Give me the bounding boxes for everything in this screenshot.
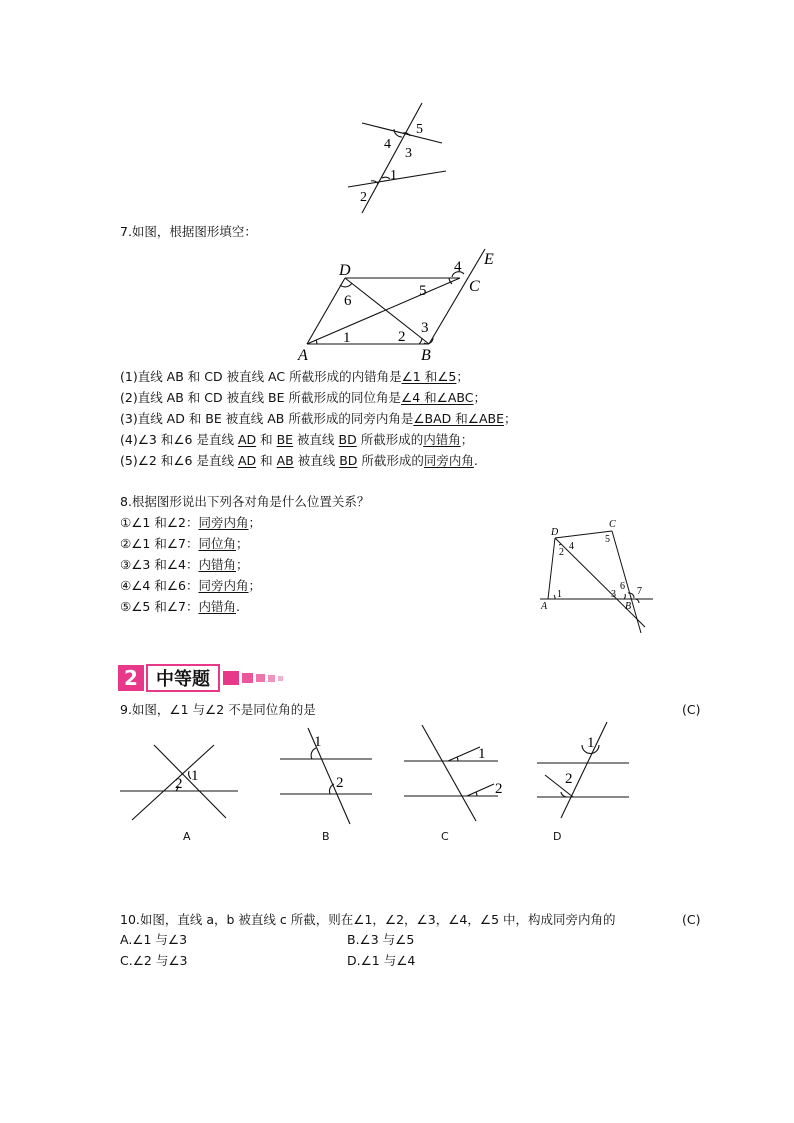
point-a-label: A bbox=[298, 347, 308, 363]
point-d-label: D bbox=[551, 527, 559, 538]
angle-4-label: 4 bbox=[569, 541, 574, 552]
bottom-line bbox=[348, 171, 446, 187]
q10-option-a: A.∠1 与∠3 bbox=[120, 932, 188, 947]
q10-text: 10.如图，直线 a，b 被直线 c 所截，则在∠1，∠2，∠3，∠4，∠5 中，构成同旁内角的 bbox=[120, 912, 616, 927]
q9-option-b-figure bbox=[278, 726, 378, 826]
angle-2-label: 2 bbox=[565, 771, 573, 787]
angle-7-label: 7 bbox=[637, 586, 642, 597]
q9-option-a-figure bbox=[118, 740, 243, 825]
angle-1-label: 1 bbox=[390, 168, 397, 183]
q7-answer-1: ∠1 和∠5 bbox=[401, 369, 457, 384]
angle-4-label: 4 bbox=[384, 137, 391, 152]
q9-option-c-label: C bbox=[441, 830, 449, 843]
q8-item-5: ⑤∠5 和∠7：内错角. bbox=[120, 599, 240, 614]
q8-quadrilateral-figure bbox=[535, 515, 660, 640]
angle-1-label: 1 bbox=[587, 735, 595, 751]
decor-square-5 bbox=[278, 676, 283, 681]
q7-item-4: (4)∠3 和∠6 是直线 AD 和 BE 被直线 BD 所截形成的内错角； bbox=[120, 432, 474, 447]
angle-1-label: 1 bbox=[314, 734, 322, 750]
angle-3-label: 3 bbox=[405, 146, 412, 161]
point-d-label: D bbox=[339, 262, 351, 279]
q9-option-b-label: B bbox=[322, 830, 330, 843]
angle-2-label: 2 bbox=[336, 775, 344, 791]
q9-option-d-label: D bbox=[553, 830, 562, 843]
q7-item-1: (1)直线 AB 和 CD 被直线 AC 所截形成的内错角是∠1 和∠5； bbox=[120, 369, 469, 384]
q7-item-2: (2)直线 AB 和 CD 被直线 BE 所截形成的同位角是∠4 和∠ABC； bbox=[120, 390, 487, 405]
section-title: 中等题 bbox=[146, 664, 220, 692]
angle-4-label: 4 bbox=[454, 259, 462, 275]
angle-5-label: 5 bbox=[416, 122, 423, 137]
decor-square-1 bbox=[223, 671, 239, 685]
q10-answer: (C) bbox=[682, 912, 701, 927]
angle-5-label: 5 bbox=[419, 283, 427, 299]
section-number: 2 bbox=[118, 665, 144, 691]
q9-option-d-figure bbox=[535, 720, 635, 820]
transversal-figure-top bbox=[340, 95, 460, 220]
angle-1-label: 1 bbox=[478, 746, 486, 762]
section-header bbox=[118, 664, 283, 692]
angle-2-label: 2 bbox=[398, 329, 406, 345]
angle-6-label: 6 bbox=[620, 581, 625, 592]
q10-option-b: B.∠3 与∠5 bbox=[347, 932, 415, 947]
q9-text: 9.如图，∠1 与∠2 不是同位角的是 bbox=[120, 702, 316, 717]
angle-3-label: 3 bbox=[421, 320, 429, 336]
angle-1-label: 1 bbox=[557, 589, 562, 600]
q7-answer-3: ∠BAD 和∠ABE bbox=[413, 411, 504, 426]
q10-option-d: D.∠1 与∠4 bbox=[347, 953, 416, 968]
q8-item-1: ①∠1 和∠2：同旁内角； bbox=[120, 515, 262, 530]
point-b-label: B bbox=[625, 601, 632, 612]
point-e-label: E bbox=[484, 251, 494, 268]
angle-2-label: 2 bbox=[360, 190, 367, 205]
q9-option-a-label: A bbox=[183, 830, 191, 843]
transversal-line bbox=[362, 103, 422, 213]
q10-option-c: C.∠2 与∠3 bbox=[120, 953, 188, 968]
q8-item-2: ②∠1 和∠7：同位角； bbox=[120, 536, 249, 551]
decor-square-3 bbox=[256, 674, 265, 682]
q9-option-c-figure bbox=[402, 723, 512, 823]
angle-3-label: 3 bbox=[611, 589, 616, 600]
angle-2-label: 2 bbox=[175, 776, 183, 792]
q8-title: 8.根据图形说出下列各对角是什么位置关系？ bbox=[120, 494, 370, 509]
decor-square-4 bbox=[268, 675, 275, 682]
point-a-label: A bbox=[541, 601, 548, 612]
q7-title: 7.如图，根据图形填空： bbox=[120, 224, 257, 239]
q7-answer-2: ∠4 和∠ABC bbox=[401, 390, 474, 405]
angle-2-label: 2 bbox=[559, 547, 564, 558]
decor-square-2 bbox=[242, 673, 253, 683]
point-b-label: B bbox=[421, 347, 431, 363]
q7-quadrilateral-figure bbox=[295, 243, 505, 363]
q7-item-5: (5)∠2 和∠6 是直线 AD 和 AB 被直线 BD 所截形成的同旁内角. bbox=[120, 453, 478, 468]
angle-1-label: 1 bbox=[343, 330, 351, 346]
angle-2-label: 2 bbox=[495, 781, 503, 797]
angle-5-label: 5 bbox=[605, 534, 610, 545]
q7-item-3: (3)直线 AD 和 BE 被直线 AB 所截形成的同旁内角是∠BAD 和∠ABE； bbox=[120, 411, 517, 426]
q8-item-4: ④∠4 和∠6：同旁内角； bbox=[120, 578, 262, 593]
q9-answer: (C) bbox=[682, 702, 701, 717]
angle-1-label: 1 bbox=[191, 768, 199, 784]
point-c-label: C bbox=[469, 278, 480, 295]
angle-6-label: 6 bbox=[344, 293, 352, 309]
q8-item-3: ③∠3 和∠4：内错角； bbox=[120, 557, 249, 572]
point-c-label: C bbox=[609, 519, 616, 530]
